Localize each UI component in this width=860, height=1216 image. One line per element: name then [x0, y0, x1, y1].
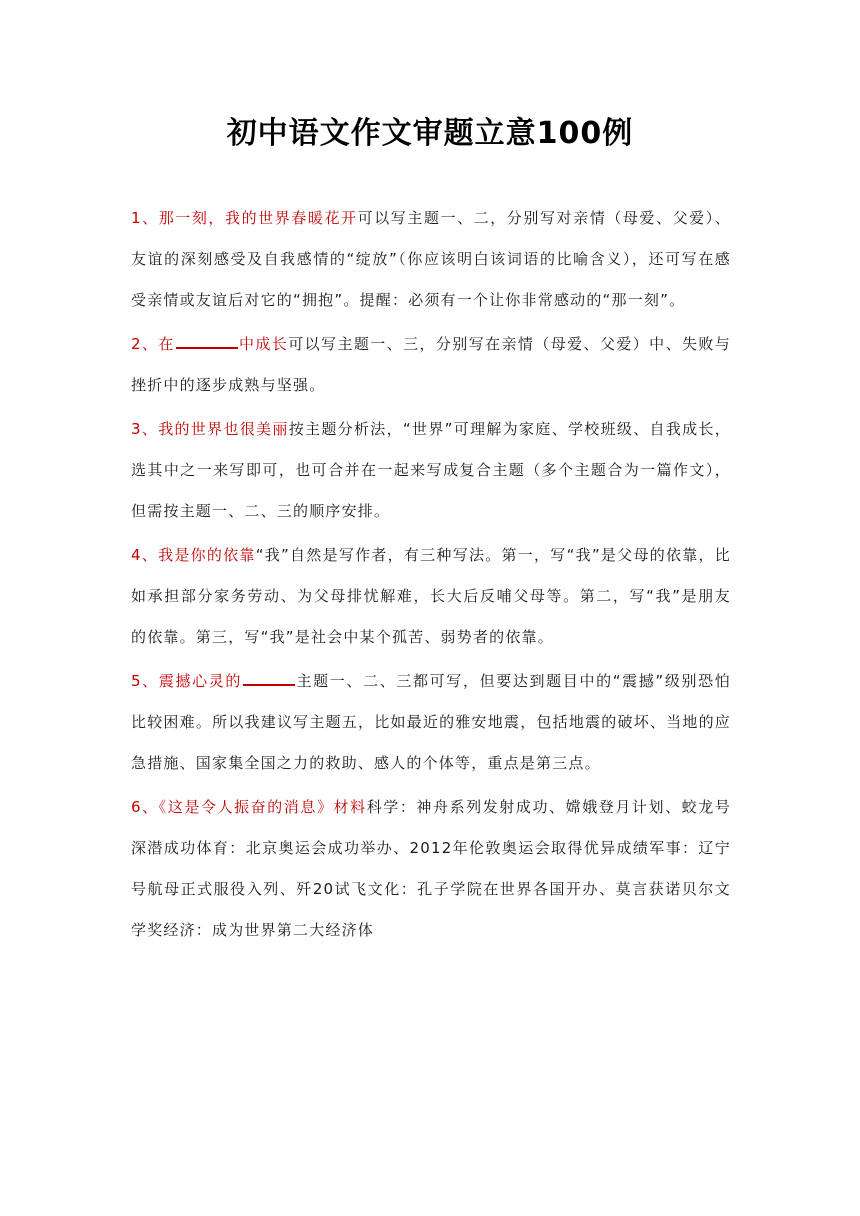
- list-item: [131, 324, 731, 406]
- item-body: 科学：神舟系列发射成功、嫦娥登月计划、蛟龙号深潜成功体育：北京奥运会成功举办、2012年伦敦奥运会取得优异成绩军事：辽宁号航母正式服役入列、歼20试飞文化：孔子学院在世界各国开办、莫言获诺贝尔文学奖经济：成为世界第二大经济体: [131, 798, 731, 939]
- item-body: 可以写主题一、三，分别写在亲情（母爱、父爱）中、失败与挫折中的逐步成熟与坚强。: [131, 335, 732, 394]
- item-number: 6、: [131, 798, 159, 816]
- fill-in-blank: [243, 670, 295, 686]
- item-topic-suffix: 中成长: [238, 335, 289, 353]
- document-body: [131, 198, 731, 954]
- item-number: 1、: [131, 209, 159, 227]
- list-item: [131, 787, 731, 951]
- item-topic: 《这是令人振奋的消息》材料: [158, 798, 367, 816]
- item-topic: 我是你的依靠: [158, 546, 256, 564]
- item-topic-prefix: 震撼心灵的: [158, 672, 243, 690]
- document-title: 初中语文作文审题立意100例: [226, 116, 634, 151]
- item-number: 5、: [131, 672, 159, 690]
- item-number: 2、: [131, 335, 159, 353]
- item-body: 可以写主题一、二，分别写对亲情（母爱、父爱）、友谊的深刻感受及自我感情的“绽放”（你应该明白该词语的比喻含义），还可写在感受亲情或友谊后对它的“拥抱”。提醒：必须有一个让你非常感动的“那一刻”。: [131, 209, 731, 309]
- list-item: [131, 198, 731, 321]
- item-body: 按主题分析法，“世界”可理解为家庭、学校班级、自我成长，选其中之一来写即可，也可合并在一起来写成复合主题（多个主题合为一篇作文），但需按主题一、二、三的顺序安排。: [131, 420, 731, 520]
- item-topic: 那一刻，我的世界春暖花开: [158, 209, 358, 227]
- list-item: [131, 661, 731, 784]
- item-body: 主题一、二、三都可写，但要达到题目中的“震撼”级别恐怕比较困难。所以我建议写主题五，比如最近的雅安地震，包括地震的破坏、当地的应急措施、国家集全国之力的救助、感人的个体等，重点是第三点。: [131, 672, 731, 772]
- item-body: “我”自然是写作者，有三种写法。第一，写“我”是父母的依靠，比如承担部分家务劳动、为父母排忧解难，长大后反哺父母等。第二，写“我”是朋友的依靠。第三，写“我”是社会中某个孤苦、弱势者的依靠。: [131, 546, 731, 646]
- item-topic: 我的世界也很美丽: [158, 420, 289, 438]
- item-number: 3、: [131, 420, 159, 438]
- item-number: 4、: [131, 546, 159, 564]
- item-topic-prefix: 在: [158, 335, 175, 353]
- list-item: [131, 535, 731, 658]
- fill-in-blank: [176, 333, 238, 349]
- list-item: [131, 409, 731, 532]
